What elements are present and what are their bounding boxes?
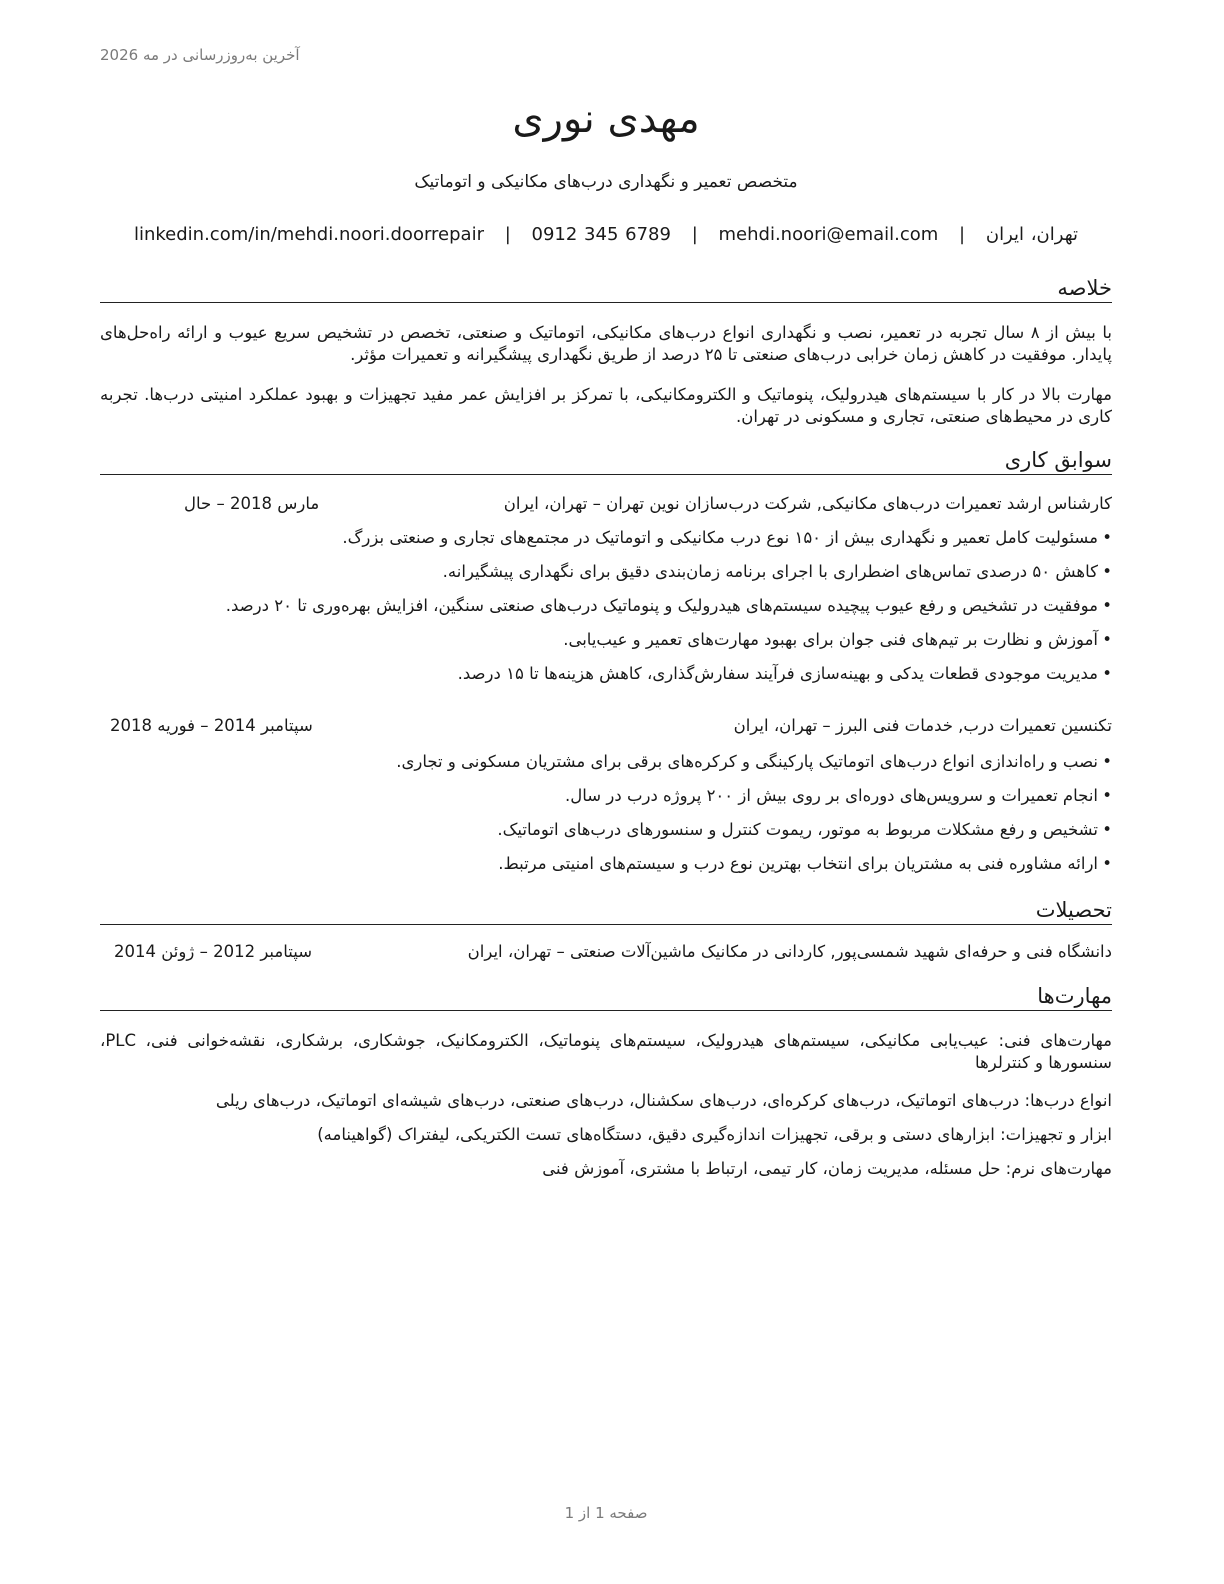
- job-bullets: [100, 526, 1112, 696]
- experience-heading: سوابق کاری: [100, 448, 1112, 475]
- contact-location: تهران، ایران: [985, 224, 1079, 245]
- job-role: کارشناس ارشد تعمیرات درب‌های مکانیکی, شرکت درب‌سازان نوین تهران – تهران، ایران: [503, 494, 1112, 513]
- list-item: • موفقیت در تشخیص و رفع عیوب پیچیده سیستم‌های هیدرولیک و پنوماتیک درب‌های صنعتی سنگین، افزایش بهره‌وری تا ۲۰ درصد.: [100, 594, 1112, 628]
- contact-phone[interactable]: 0912 345 6789: [531, 224, 671, 245]
- job-header: [100, 494, 1112, 518]
- list-item: • مدیریت موجودی قطعات یدکی و بهینه‌سازی فرآیند سفارش‌گذاری، کاهش هزینه‌ها تا ۱۵ درصد.: [100, 662, 1112, 696]
- summary-paragraph: مهارت بالا در کار با سیستم‌های هیدرولیک، پنوماتیک و الکترومکانیکی، با تمرکز بر افزایش عمر مفید تجهیزات و بهبود عملکرد امنیتی درب‌ها. تجربه کاری در محیط‌های صنعتی، تجاری و مسکونی در تهران.: [100, 385, 1112, 426]
- list-item: • کاهش ۵۰ درصدی تماس‌های اضطراری با اجرای برنامه زمان‌بندی دقیق برای نگهداری پیشگیرانه.: [100, 560, 1112, 594]
- list-item: • ارائه مشاوره فنی به مشتریان برای انتخاب بهترین نوع درب و سیستم‌های امنیتی مرتبط.: [100, 852, 1112, 886]
- skills-line: مهارت‌های نرم: حل مسئله، مدیریت زمان، کار تیمی، ارتباط با مشتری، آموزش فنی: [542, 1159, 1112, 1178]
- list-item: • مسئولیت کامل تعمیر و نگهداری بیش از ۱۵۰ نوع درب مکانیکی و اتوماتیک در مجتمع‌های تجاری و صنعتی بزرگ.: [100, 526, 1112, 560]
- contact-linkedin[interactable]: linkedin.com/in/mehdi.noori.doorrepair: [133, 224, 484, 245]
- last-updated: آخرین به‌روزرسانی در مه 2026: [100, 46, 300, 64]
- summary-paragraph: با بیش از ۸ سال تجربه در تعمیر، نصب و نگهداری انواع درب‌های مکانیکی، اتوماتیک و صنعتی، تخصص در تشخیص سریع عیوب و ارائه راه‌حل‌های پایدار. موفقیت در کاهش زمان خرابی درب‌های صنعتی تا ۲۵ درصد از طریق نگهداری پیشگیرانه و تعمیرات مؤثر.: [100, 323, 1112, 364]
- job-dates: سپتامبر 2014 – فوریه 2018: [110, 716, 313, 735]
- list-item: • نصب و راه‌اندازی انواع درب‌های اتوماتیک پارکینگی و کرکره‌های برقی برای مشتریان مسکونی و تجاری.: [100, 750, 1112, 784]
- contact-email[interactable]: mehdi.noori@email.com: [718, 224, 939, 245]
- candidate-name: مهدی نوری: [512, 96, 700, 142]
- job-header: [100, 716, 1112, 740]
- contact-line: [100, 224, 1112, 245]
- job-role: تکنسین تعمیرات درب, خدمات فنی البرز – تهران، ایران: [733, 716, 1112, 735]
- list-item: • انجام تعمیرات و سرویس‌های دوره‌ای بر روی بیش از ۲۰۰ پروژه درب در سال.: [100, 784, 1112, 818]
- skills-line: انواع درب‌ها: درب‌های اتوماتیک، درب‌های کرکره‌ای، درب‌های سکشنال، درب‌های صنعتی، درب‌های شیشه‌ای اتوماتیک، درب‌های ریلی: [215, 1091, 1112, 1110]
- contact-separator: |: [691, 224, 698, 245]
- education-institution: دانشگاه فنی و حرفه‌ای شهید شمسی‌پور, کاردانی در مکانیک ماشین‌آلات صنعتی – تهران، ایران: [467, 942, 1112, 961]
- education-entry: [100, 942, 1112, 966]
- contact-separator: |: [504, 224, 511, 245]
- skills-line: مهارت‌های فنی: عیب‌یابی مکانیکی، سیستم‌های هیدرولیک، سیستم‌های پنوماتیک، الکترومکانیک، جوشکاری، برشکاری، نقشه‌خوانی فنی، PLC، سنسورها و کنترلرها: [100, 1031, 1112, 1072]
- education-heading: تحصیلات: [100, 898, 1112, 925]
- job-bullets: [100, 750, 1112, 886]
- education-dates: سپتامبر 2012 – ژوئن 2014: [114, 942, 313, 961]
- page-number: صفحه 1 از 1: [564, 1504, 648, 1522]
- job-dates: مارس 2018 – حال: [184, 494, 320, 513]
- summary-heading: خلاصه: [100, 276, 1112, 303]
- skills-heading: مهارت‌ها: [100, 984, 1112, 1011]
- skills-line: ابزار و تجهیزات: ابزارهای دستی و برقی، تجهیزات اندازه‌گیری دقیق، دستگاه‌های تست الکتریکی، لیفتراک (گواهینامه): [317, 1125, 1112, 1144]
- contact-separator: |: [959, 224, 966, 245]
- candidate-title: متخصص تعمیر و نگهداری درب‌های مکانیکی و اتوماتیک: [414, 172, 798, 192]
- list-item: • تشخیص و رفع مشکلات مربوط به موتور، ریموت کنترل و سنسورهای درب‌های اتوماتیک.: [100, 818, 1112, 852]
- list-item: • آموزش و نظارت بر تیم‌های فنی جوان برای بهبود مهارت‌های تعمیر و عیب‌یابی.: [100, 628, 1112, 662]
- resume-page: [100, 0, 1112, 1584]
